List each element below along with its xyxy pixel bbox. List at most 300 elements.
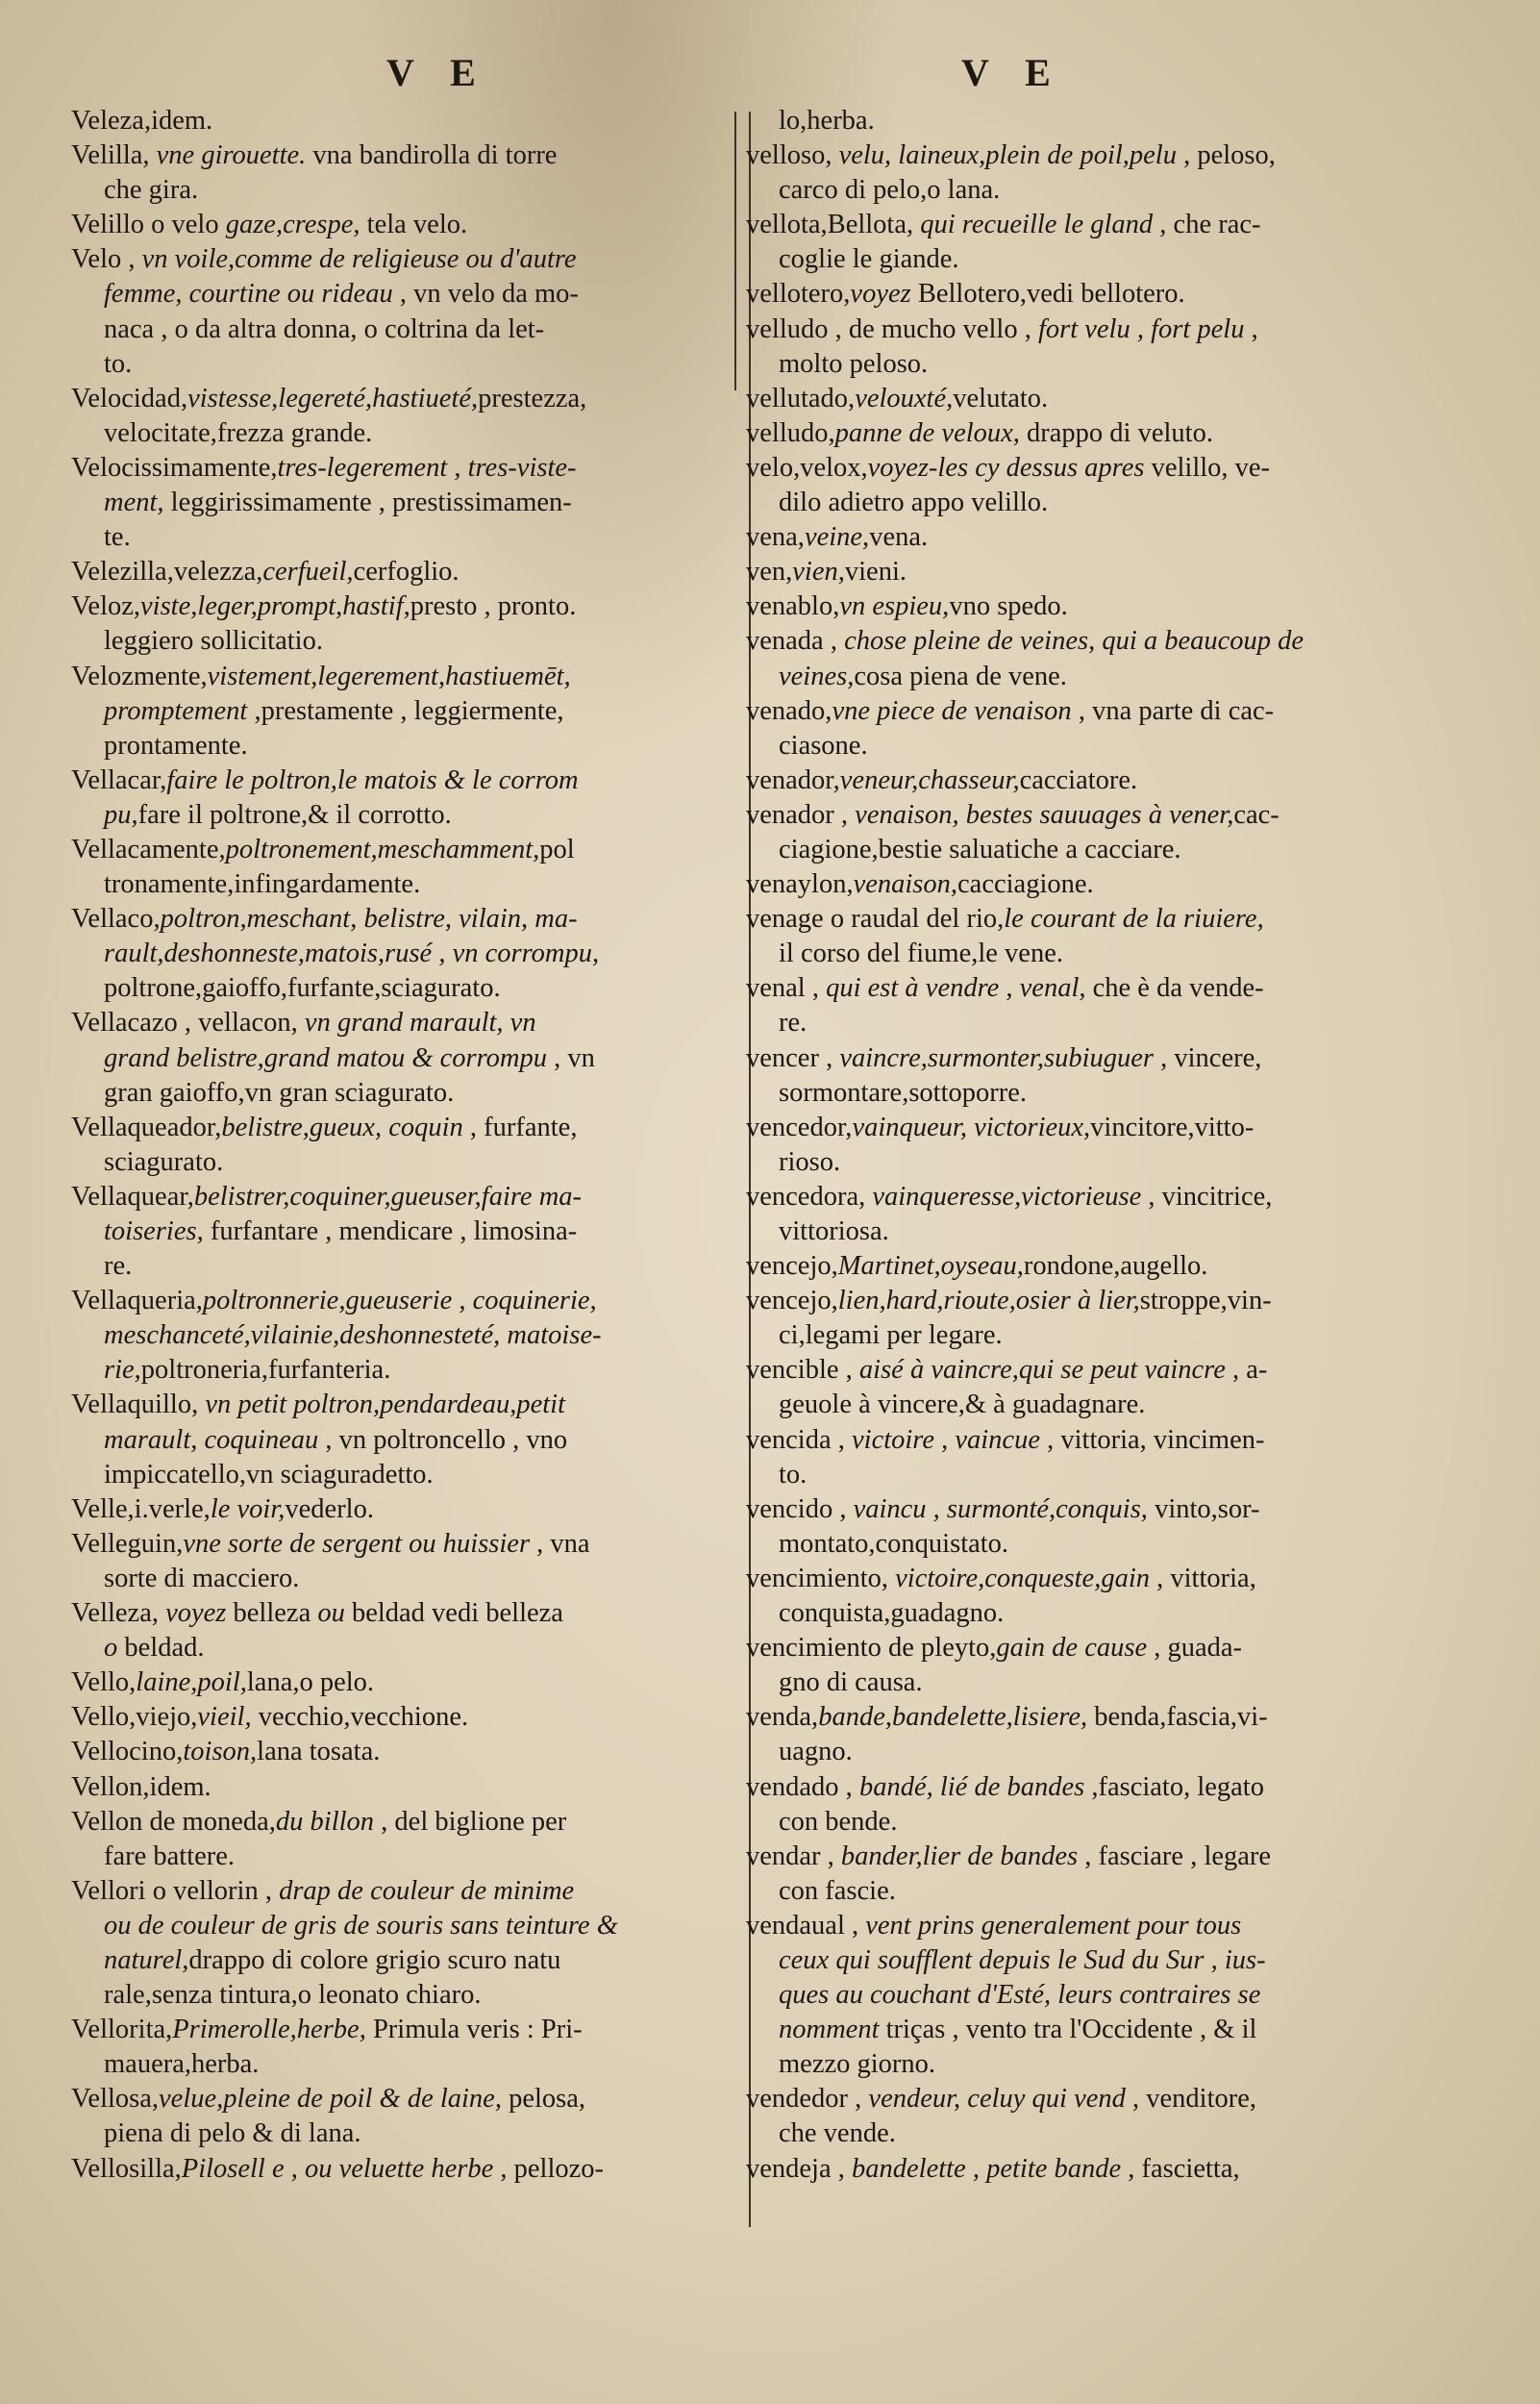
entry-text: cacciagione. — [957, 869, 1094, 900]
entry-text: venda, — [746, 1702, 819, 1733]
entry-text: Velocidad, — [71, 383, 188, 413]
entry-text: stroppe,vin- — [1139, 1286, 1272, 1316]
entry-text: montato,conquistato. — [779, 1528, 1009, 1559]
french-gloss: rie, — [104, 1355, 141, 1386]
entry-line — [71, 208, 761, 242]
entry-line — [71, 729, 761, 764]
entry-text: che è da vende- — [1085, 973, 1264, 1004]
french-gloss: vne girouette. — [156, 140, 307, 171]
entry-text: Veloz, — [71, 591, 141, 622]
entry-text: tela velo. — [360, 210, 468, 240]
entry-line — [71, 1388, 761, 1422]
french-gloss: le voir, — [210, 1493, 286, 1524]
french-gloss: vendeur, celuy qui vend — [868, 2084, 1126, 2115]
french-gloss: pu, — [104, 799, 138, 830]
french-gloss: vainqueresse,victorieuse — [872, 1181, 1142, 1212]
entry-line — [746, 1145, 1457, 1180]
entry-text: re. — [104, 1251, 133, 1282]
entry-line — [746, 694, 1457, 729]
entry-text: ,prestamente , leggiermente, — [247, 695, 564, 726]
entry-line — [71, 660, 761, 694]
entry-text: con fascie. — [779, 1875, 896, 1906]
entry-text: rale,senza tintura,o leonato chiaro. — [104, 1980, 482, 2011]
entry-text: , vittoria, — [1150, 1563, 1256, 1593]
entry-text: ciasone. — [779, 730, 868, 761]
entry-text: beldad vedi belleza — [344, 1598, 563, 1629]
entry-text: , vincitrice, — [1141, 1181, 1273, 1212]
entry-text: poltroneria,furfanteria. — [140, 1355, 391, 1386]
french-gloss: veines, — [779, 661, 855, 691]
entry-line — [71, 1284, 761, 1318]
entry-line — [71, 1978, 761, 2013]
entry-text: Vello,viejo, — [71, 1702, 198, 1733]
french-gloss: lien,hard,rioute,osier à lier, — [837, 1286, 1140, 1316]
entry-text: Primula veris : Pri- — [365, 2015, 583, 2045]
entry-text: vencedor, — [746, 1112, 853, 1142]
french-gloss: vainqueur, victorieux, — [852, 1112, 1091, 1142]
french-gloss: qui est à vendre , venal, — [826, 973, 1086, 1004]
entry-line — [746, 451, 1457, 486]
french-gloss: victoire , vaincue — [852, 1424, 1040, 1455]
entry-line — [71, 1631, 761, 1665]
entry-line — [71, 1076, 761, 1111]
french-gloss: le courant de la riuiere, — [1004, 904, 1264, 935]
entry-line — [746, 867, 1457, 902]
french-gloss: marault, coquineau — [104, 1424, 319, 1455]
french-gloss: panne de veloux, — [834, 417, 1020, 448]
entry-text: velocitate,frezza grande. — [104, 417, 373, 448]
entry-text: vincitore,vitto- — [1090, 1112, 1254, 1142]
entry-text: Velleguin, — [71, 1528, 184, 1559]
entry-text: pelosa, — [501, 2084, 586, 2115]
entry-line — [71, 2082, 761, 2116]
french-gloss: du billon — [275, 1806, 375, 1837]
entry-line — [746, 1458, 1457, 1492]
entry-line — [71, 1318, 761, 1353]
french-gloss: vne piece de venaison — [832, 695, 1072, 726]
entry-line — [71, 242, 761, 277]
entry-text: vellota,Bellota, — [746, 210, 921, 240]
entry-line — [746, 1215, 1457, 1249]
french-gloss: Primerolle,herbe, — [172, 2015, 366, 2045]
entry-line — [71, 2116, 761, 2151]
french-gloss: ment, — [104, 488, 164, 518]
entry-text: sciagurato. — [104, 1146, 224, 1177]
entry-line — [746, 1805, 1457, 1840]
french-gloss: venaison, — [853, 869, 958, 900]
entry-text: Vellacazo , vellacon, — [71, 1008, 305, 1039]
entry-text: il corso del fiume,le vene. — [779, 939, 1063, 969]
french-gloss: aisé à vaincre,qui se peut vaincre — [858, 1355, 1226, 1386]
entry-line — [746, 1284, 1457, 1318]
entry-text: , vn poltroncello , vno — [318, 1424, 568, 1455]
entry-line — [746, 520, 1457, 555]
entry-line — [71, 798, 761, 833]
french-gloss: rault,deshonneste,matois,rusé , vn corrompu, — [104, 939, 600, 969]
entry-line — [71, 382, 761, 416]
entry-text: Vellon,idem. — [71, 1771, 211, 1802]
entry-text: , vittoria, vincimen- — [1039, 1424, 1265, 1455]
entry-text: Vellaco, — [71, 904, 161, 935]
entry-text: velludo, — [746, 417, 835, 448]
entry-text: che vende. — [779, 2118, 896, 2149]
entry-line — [71, 1423, 761, 1458]
entry-text: , che rac- — [1153, 210, 1261, 240]
entry-text: cac- — [1233, 799, 1279, 830]
entry-text: venaylon, — [746, 869, 854, 900]
entry-text: , — [1244, 313, 1258, 344]
entry-text: conquista,guadagno. — [779, 1598, 1005, 1629]
entry-text: vellutado, — [746, 383, 856, 413]
entry-line — [746, 1492, 1457, 1527]
french-gloss: belistrer,coquiner,gueuser,faire ma- — [193, 1181, 583, 1212]
entry-text: velutato. — [953, 383, 1049, 413]
entry-text: lo,herba. — [779, 106, 875, 136]
entry-text: furfantare , mendicare , limosina- — [203, 1216, 578, 1246]
entry-line — [746, 2047, 1457, 2082]
entry-text: vencida , — [746, 1424, 852, 1455]
entry-text: venador , — [746, 799, 856, 830]
entry-line — [71, 1596, 761, 1631]
entry-text: prestezza, — [478, 383, 587, 413]
entry-text: prontamente. — [104, 730, 248, 761]
header-left: V E — [386, 51, 489, 94]
entry-text: tronamente,infingardamente. — [104, 869, 421, 900]
entry-line — [71, 1249, 761, 1284]
entry-text: vena, — [746, 522, 805, 553]
entry-text: Vellon de moneda, — [71, 1806, 276, 1837]
entry-text: vederlo. — [285, 1493, 374, 1524]
french-gloss: toiseries, — [104, 1216, 204, 1246]
entry-text: Velozmente, — [71, 661, 208, 691]
entry-text: vencejo, — [746, 1251, 838, 1282]
entry-line — [71, 1735, 761, 1769]
french-gloss: vent prins generalement pour tous — [865, 1910, 1242, 1941]
entry-line — [746, 1111, 1457, 1145]
entry-text: sormontare,sottoporre. — [779, 1077, 1028, 1108]
entry-text: fare il poltrone,& il corrotto. — [137, 799, 452, 830]
entry-text: presto , pronto. — [410, 591, 577, 622]
entry-line — [71, 2047, 761, 2082]
entry-line — [71, 104, 761, 138]
entry-line — [71, 1770, 761, 1805]
entry-line — [71, 313, 761, 347]
french-gloss: bander,lier de bandes — [840, 1841, 1079, 1871]
entry-text: triças , vento tra l'Occidente , & il — [879, 2015, 1257, 2045]
entry-text: venado, — [746, 695, 832, 726]
french-gloss: cerfueil, — [262, 557, 354, 588]
entry-line — [71, 1840, 761, 1874]
entry-line — [746, 971, 1457, 1006]
entry-text: belleza — [226, 1598, 318, 1629]
entry-line — [71, 486, 761, 520]
entry-line — [71, 138, 761, 173]
french-gloss: veine, — [804, 522, 870, 553]
french-gloss: o — [104, 1633, 118, 1664]
french-gloss: qui recueille le gland — [920, 210, 1154, 240]
entry-line — [746, 104, 1457, 138]
entry-text: velillo, ve- — [1144, 452, 1271, 483]
entry-text: Vellosilla, — [71, 2153, 182, 2184]
french-gloss: victoire,conqueste,gain — [895, 1563, 1150, 1593]
entry-line — [71, 589, 761, 624]
entry-text: , vn — [547, 1042, 595, 1073]
entry-text: Vellocino, — [71, 1737, 184, 1767]
entry-text: , vna parte di cac- — [1071, 695, 1275, 726]
entry-text: Vellacamente, — [71, 834, 226, 864]
entry-text: , venditore, — [1125, 2084, 1257, 2115]
entry-text: , pellozo- — [493, 2153, 605, 2184]
entry-line — [746, 1388, 1457, 1422]
entry-line — [746, 1076, 1457, 1111]
entry-text: velloso, — [746, 140, 839, 171]
french-gloss: ques au couchant d'Esté, leurs contraires se — [779, 1980, 1261, 2011]
french-gloss: vieil, — [197, 1702, 252, 1733]
entry-text: beldad. — [117, 1633, 205, 1664]
french-gloss: ou — [317, 1598, 345, 1629]
entry-text: leggiero sollicitatio. — [104, 626, 323, 657]
entry-line — [746, 1943, 1457, 1978]
left-column — [71, 104, 761, 2187]
entry-line — [746, 1596, 1457, 1631]
entry-text: dilo adietro appo velillo. — [779, 488, 1049, 518]
french-gloss: velouxté, — [855, 383, 954, 413]
entry-text: vena. — [869, 522, 929, 553]
entry-line — [71, 416, 761, 451]
french-gloss: ou de couleur de gris de souris sans teinture & — [104, 1910, 618, 1941]
entry-line — [746, 138, 1457, 173]
running-header — [0, 50, 1540, 108]
entry-text: venada , — [746, 626, 845, 657]
entry-text: coglie le giande. — [779, 244, 959, 275]
entry-text: vna bandirolla di torre — [306, 140, 558, 171]
entry-line — [71, 1492, 761, 1527]
entry-line — [71, 1006, 761, 1040]
entry-text: ,fasciato, legato — [1084, 1771, 1264, 1802]
entry-line — [71, 1874, 761, 1909]
entry-line — [71, 902, 761, 937]
entry-line — [746, 242, 1457, 277]
entry-line — [746, 624, 1457, 659]
entry-line — [71, 1041, 761, 1076]
entry-text: Velleza, — [71, 1598, 166, 1629]
entry-line — [746, 277, 1457, 312]
french-gloss: fort velu , fort pelu — [1037, 313, 1245, 344]
entry-line — [746, 937, 1457, 971]
french-gloss: naturel, — [104, 1944, 189, 1975]
entry-text: , furfante, — [462, 1112, 578, 1142]
entry-text: venador, — [746, 764, 840, 795]
entry-text: drappo di veluto. — [1019, 417, 1213, 448]
entry-text: , del biglione per — [374, 1806, 567, 1837]
french-gloss: poltronnerie,gueuserie , coquinerie, — [202, 1286, 597, 1316]
entry-line — [746, 902, 1457, 937]
french-gloss: voyez — [165, 1598, 227, 1629]
french-gloss: tres-legerement , tres-viste- — [277, 452, 577, 483]
entry-text: benda,fascia,vi- — [1087, 1702, 1268, 1733]
entry-line — [71, 1215, 761, 1249]
french-gloss: gain de cause — [996, 1633, 1148, 1664]
entry-text: fare battere. — [104, 1841, 236, 1871]
entry-line — [746, 2082, 1457, 2116]
french-gloss: nomment — [779, 2015, 880, 2045]
french-gloss: meschanceté,vilainie,deshonnesteté, matoise- — [104, 1320, 602, 1351]
french-gloss: vaincu , surmonté,conquis, — [853, 1493, 1148, 1524]
entry-text: vellotero, — [746, 279, 851, 310]
entry-line — [746, 1249, 1457, 1284]
entry-text: Vellaqueria, — [71, 1286, 203, 1316]
entry-text: , guada- — [1147, 1633, 1243, 1664]
entry-line — [746, 1527, 1457, 1562]
entry-line — [71, 1180, 761, 1215]
french-gloss: vaincre,surmonter,subiuguer — [839, 1042, 1154, 1073]
entry-text: leggirissimamente , prestissimamen- — [163, 488, 572, 518]
right-column — [746, 104, 1457, 2187]
entry-text: Bellotero,vedi bellotero. — [910, 279, 1185, 310]
entry-text: re. — [779, 1008, 807, 1039]
entry-text: , fascietta, — [1121, 2153, 1240, 2184]
entry-text: uagno. — [779, 1737, 853, 1767]
entry-line — [71, 1458, 761, 1492]
entry-line — [71, 1111, 761, 1145]
entry-line — [746, 660, 1457, 694]
entry-text: Vellacar, — [71, 764, 167, 795]
entry-text: pol — [539, 834, 575, 864]
entry-text: te. — [104, 522, 131, 553]
entry-line — [71, 2013, 761, 2047]
entry-line — [71, 1562, 761, 1596]
entry-text: vieni. — [844, 557, 907, 588]
french-gloss: voyez — [850, 279, 911, 310]
entry-text: vno spedo. — [949, 591, 1068, 622]
french-gloss: vn grand marault, vn — [304, 1008, 536, 1039]
entry-text: , a- — [1225, 1355, 1268, 1386]
entry-text: molto peloso. — [779, 348, 929, 379]
french-gloss: faire le poltron,le matois & le corrom — [166, 764, 579, 795]
entry-text: , vincere, — [1154, 1042, 1262, 1073]
entry-text: drappo di colore grigio scuro natu — [188, 1944, 561, 1975]
entry-text: che gira. — [104, 175, 199, 206]
entry-text: cacciatore. — [1019, 764, 1138, 795]
entry-line — [746, 382, 1457, 416]
entry-text: Vellosa, — [71, 2084, 160, 2115]
entry-line — [71, 624, 761, 659]
entry-line — [71, 694, 761, 729]
entry-text: impiccatello,vn sciaguradetto. — [104, 1459, 434, 1490]
entry-text: Velezilla,velezza, — [71, 557, 263, 588]
french-gloss: belistre,gueux, coquin — [221, 1112, 463, 1142]
entry-line — [746, 173, 1457, 208]
entry-text: poltrone,gaioffo,furfante,sciagurato. — [104, 973, 501, 1004]
entry-line — [71, 764, 761, 798]
entry-text: to. — [104, 348, 133, 379]
entry-text: vittoriosa. — [779, 1216, 889, 1246]
entry-text: vendaual , — [746, 1910, 866, 1941]
entry-line — [71, 520, 761, 555]
entry-text: velo,velox, — [746, 452, 868, 483]
french-gloss: viste,leger,prompt,hastif, — [140, 591, 410, 622]
entry-text: cerfoglio. — [353, 557, 460, 588]
french-gloss: vn petit poltron,pendardeau,petit — [205, 1390, 565, 1420]
french-gloss: bande,bandelette,lisiere, — [818, 1702, 1088, 1733]
french-gloss: chose pleine de veines, qui a beaucoup de — [844, 626, 1304, 657]
entry-line — [746, 2116, 1457, 2151]
entry-text: lana tosata. — [257, 1737, 381, 1767]
entry-line — [746, 1665, 1457, 1700]
french-gloss: drap de couleur de minime — [279, 1875, 575, 1906]
french-gloss: poltron,meschant, belistre, vilain, ma- — [160, 904, 578, 935]
entry-text: vendar , — [746, 1841, 841, 1871]
entry-line — [746, 1735, 1457, 1769]
entry-line — [746, 208, 1457, 242]
french-gloss: laine,poil, — [136, 1667, 247, 1698]
entry-line — [746, 1562, 1457, 1596]
entry-text: vencido , — [746, 1493, 854, 1524]
entry-line — [746, 2152, 1457, 2187]
entry-text: ciagione,bestie saluatiche a cacciare. — [779, 834, 1181, 864]
entry-text: vinto,sor- — [1147, 1493, 1260, 1524]
entry-line — [71, 173, 761, 208]
entry-line — [746, 1840, 1457, 1874]
entry-text: Velle,i.verle, — [71, 1493, 211, 1524]
entry-text: ven, — [746, 557, 793, 588]
entry-text: sorte di macciero. — [104, 1563, 300, 1593]
entry-text: gno di causa. — [779, 1667, 923, 1698]
entry-line — [746, 313, 1457, 347]
entry-line — [746, 833, 1457, 867]
entry-line — [746, 1909, 1457, 1943]
entry-text: Vello, — [71, 1667, 137, 1698]
entry-text: , vn velo da mo- — [392, 279, 579, 310]
french-gloss: grand belistre,grand matou & corrompu — [104, 1042, 548, 1073]
entry-line — [746, 1874, 1457, 1909]
entry-text: vendedor , — [746, 2084, 869, 2115]
entry-line — [746, 2013, 1457, 2047]
entry-text: , fasciare , legare — [1078, 1841, 1272, 1871]
entry-text: lana,o pelo. — [246, 1667, 375, 1698]
french-gloss: ceux qui soufflent depuis le Sud du Sur , ius- — [779, 1944, 1266, 1975]
entry-line — [71, 1665, 761, 1700]
entry-text: gran gaioffo,vn gran sciagurato. — [104, 1077, 455, 1108]
entry-text: velludo , de mucho vello , — [746, 313, 1038, 344]
entry-line — [71, 555, 761, 589]
entry-text: Velo , — [71, 244, 142, 275]
entry-line — [746, 1041, 1457, 1076]
entry-line — [746, 416, 1457, 451]
entry-line — [71, 1527, 761, 1562]
entry-line — [746, 1318, 1457, 1353]
entry-text: rondone,augello. — [1023, 1251, 1208, 1282]
entry-line — [71, 1145, 761, 1180]
french-gloss: venaison, bestes sauuages à vener, — [855, 799, 1234, 830]
entry-line — [71, 347, 761, 382]
entry-line — [71, 1700, 761, 1735]
entry-text: Vellori o vellorin , — [71, 1875, 280, 1906]
entry-text: Vellorita, — [71, 2015, 173, 2045]
entry-text: vencible , — [746, 1355, 859, 1386]
entry-text: vencimiento de pleyto, — [746, 1633, 997, 1664]
entry-text: Velillo o velo — [71, 210, 226, 240]
french-gloss: velue,pleine de poil & de laine, — [159, 2084, 502, 2115]
entry-line — [746, 1631, 1457, 1665]
entry-line — [71, 451, 761, 486]
entry-line — [71, 833, 761, 867]
entry-text: Vellaquear, — [71, 1181, 194, 1212]
entry-line — [746, 555, 1457, 589]
entry-line — [71, 867, 761, 902]
entry-text: carco di pelo,o lana. — [779, 175, 1001, 206]
french-gloss: bandé, lié de bandes — [858, 1771, 1085, 1802]
